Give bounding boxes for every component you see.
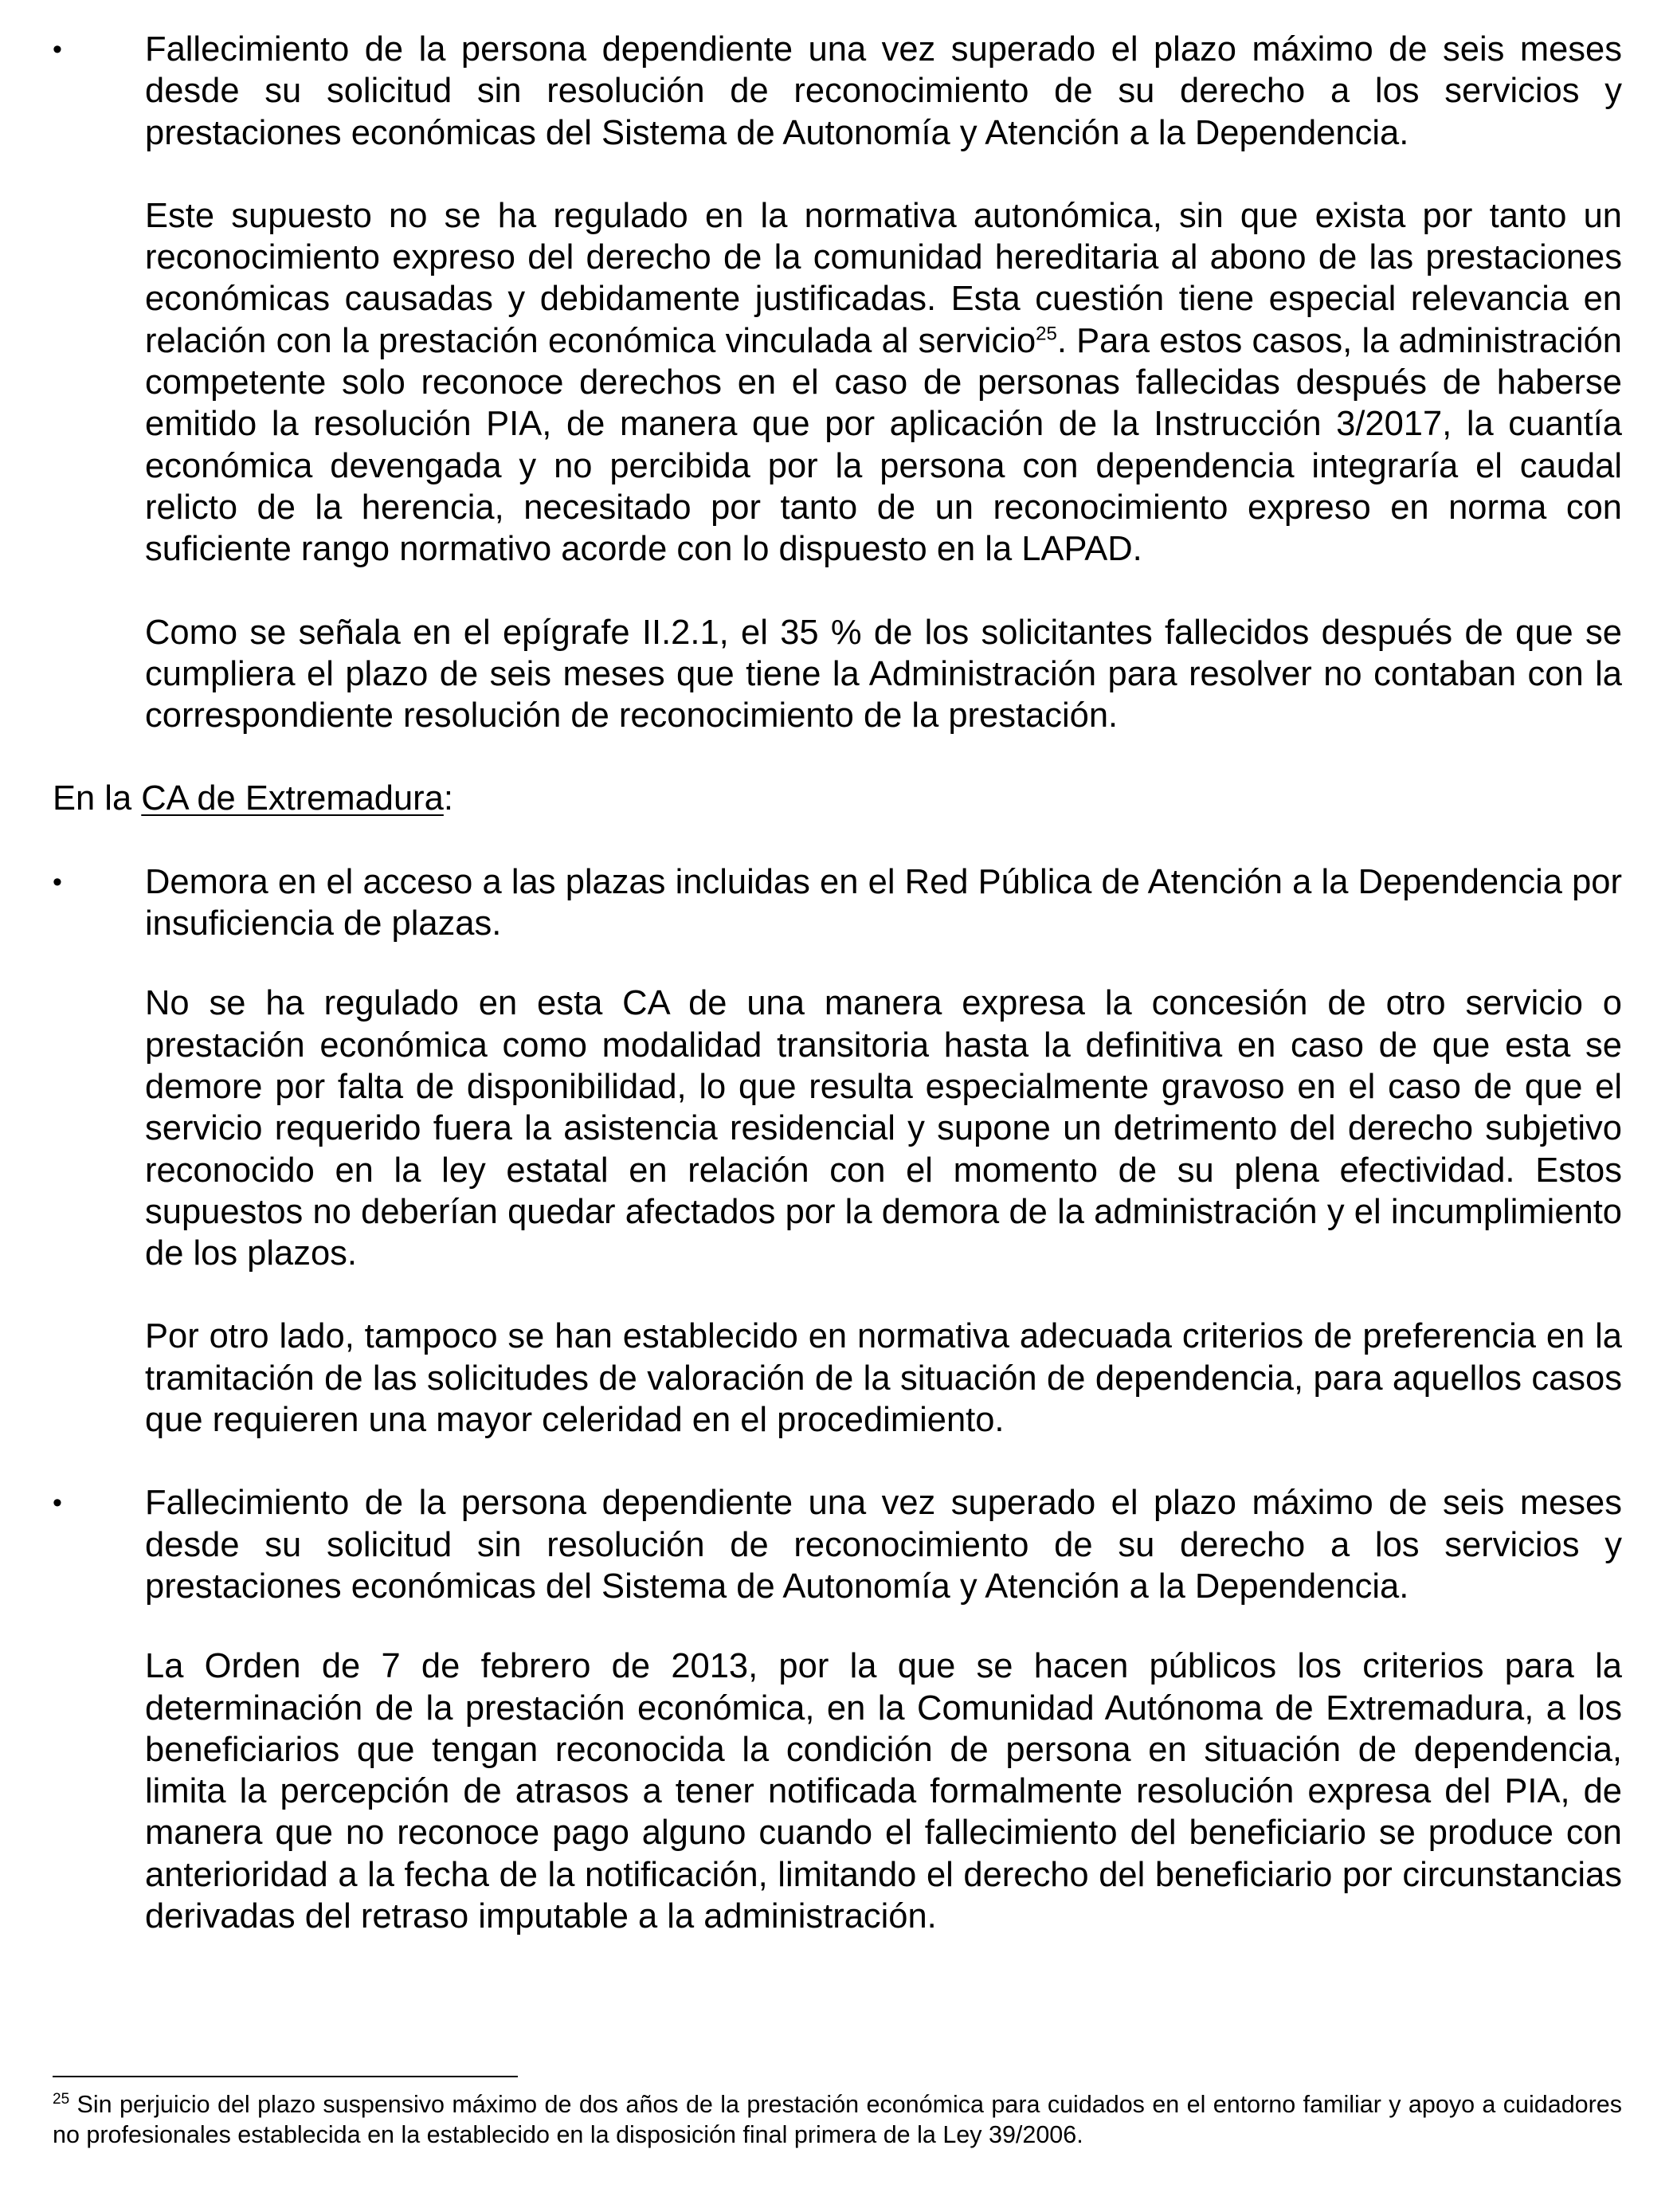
- paragraph-text: Como se señala en el epígrafe II.2.1, el 35 % de los solicitantes fallecidos después de que se cumpliera el plazo de seis meses que tiene la Administración para resolver no contaban con la correspondiente resolución de reconocimiento de la prestación.: [145, 613, 1622, 735]
- region-suffix: :: [443, 779, 453, 818]
- bullet-item: [53, 1482, 1622, 1607]
- paragraph: [53, 195, 1622, 571]
- footnote-reference[interactable]: 25: [1036, 323, 1057, 345]
- paragraph-text: No se ha regulado en esta CA de una manera expresa la concesión de otro servicio o prestación económica como modalidad transitoria hasta la definitiva en caso de que esta se demore por falta de disponibilidad, lo que resulta especialmente gravoso en el caso de que el servicio requerido fuera la asistencia residencial y supone un detrimento del derecho subjetivo reconocido en la ley estatal en relación con el momento de su plena efectividad. Estos supuestos no deberían quedar afectados por la demora de la administración y el incumplimiento de los plazos.: [145, 984, 1622, 1273]
- paragraph: [53, 1645, 1622, 1937]
- bullet-text: Demora en el acceso a las plazas incluidas en el Red Pública de Atención a la Dependencia por insuficiencia de plazas.: [145, 862, 1622, 943]
- bullet-text: Fallecimiento de la persona dependiente una vez superado el plazo máximo de seis meses desde su solicitud sin resolución de reconocimiento de su derecho a los servicios y prestaciones económicas del Sistema de Autonomía y Atención a la Dependencia.: [145, 30, 1622, 152]
- bullet-item: [53, 861, 1622, 945]
- footnote: [53, 2089, 1622, 2150]
- bullet-icon: •: [53, 1488, 62, 1519]
- footnote-text: Sin perjuicio del plazo suspensivo máximo de dos años de la prestación económica para cuidados en el entorno familiar y apoyo a cuidadores no profesionales establecida en la establecido en la disposición final primera de la Ley 39/2006.: [53, 2091, 1622, 2148]
- region-name: CA de Extremadura: [141, 779, 444, 818]
- bullet-icon: •: [53, 34, 62, 65]
- region-prefix: En la: [53, 779, 142, 818]
- paragraph-text: . Para estos casos, la administración competente solo reconoce derechos en el caso de personas fallecidas después de haberse emitido la resolución PIA, de manera que por aplicación de la Instrucción 3/2017, la cuantía económica devengada y no percibida por la persona con dependencia integraría el caudal relicto de la herencia, necesitado por tanto de un reconocimiento expreso en norma con suficiente rango normativo acorde con lo dispuesto en la LAPAD.: [145, 321, 1622, 569]
- paragraph: [53, 982, 1622, 1274]
- region-heading: [53, 778, 1622, 819]
- bullet-text: Fallecimiento de la persona dependiente una vez superado el plazo máximo de seis meses desde su solicitud sin resolución de reconocimiento de su derecho a los servicios y prestaciones económicas del Sistema de Autonomía y Atención a la Dependencia.: [145, 1484, 1622, 1606]
- paragraph: [53, 1316, 1622, 1441]
- document-body: [53, 29, 1622, 1937]
- bullet-icon: •: [53, 866, 62, 897]
- paragraph-text: Este supuesto no se ha regulado en la normativa autonómica, sin que exista por tanto un reconocimiento expreso del derecho de la comunidad hereditaria al abono de las prestaciones económicas causadas y debidamente justificadas. Esta cuestión tiene especial relevancia en relación con la prestación económica vinculada al servicio: [145, 196, 1622, 360]
- paragraph-text: La Orden de 7 de febrero de 2013, por la que se hacen públicos los criterios para la determinación de la prestación económica, en la Comunidad Autónoma de Extremadura, a los beneficiarios que tengan reconocida la condición de persona en situación de dependencia, limita la percepción de atrasos a tener notificada formalmente resolución expresa del PIA, de manera que no reconoce pago alguno cuando el fallecimiento del beneficiario se produce con anterioridad a la fecha de la notificación, limitando el derecho del beneficiario por circunstancias derivadas del retraso imputable a la administración.: [145, 1647, 1622, 1936]
- footnote-number: 25: [53, 2090, 70, 2108]
- footnote-separator: [53, 2076, 518, 2077]
- paragraph-text: Por otro lado, tampoco se han establecido en normativa adecuada criterios de preferencia en la tramitación de las solicitudes de valoración de la situación de dependencia, para aquellos casos que requieren una mayor celeridad en el procedimiento.: [145, 1317, 1622, 1440]
- bullet-item: [53, 29, 1622, 154]
- paragraph: [53, 612, 1622, 737]
